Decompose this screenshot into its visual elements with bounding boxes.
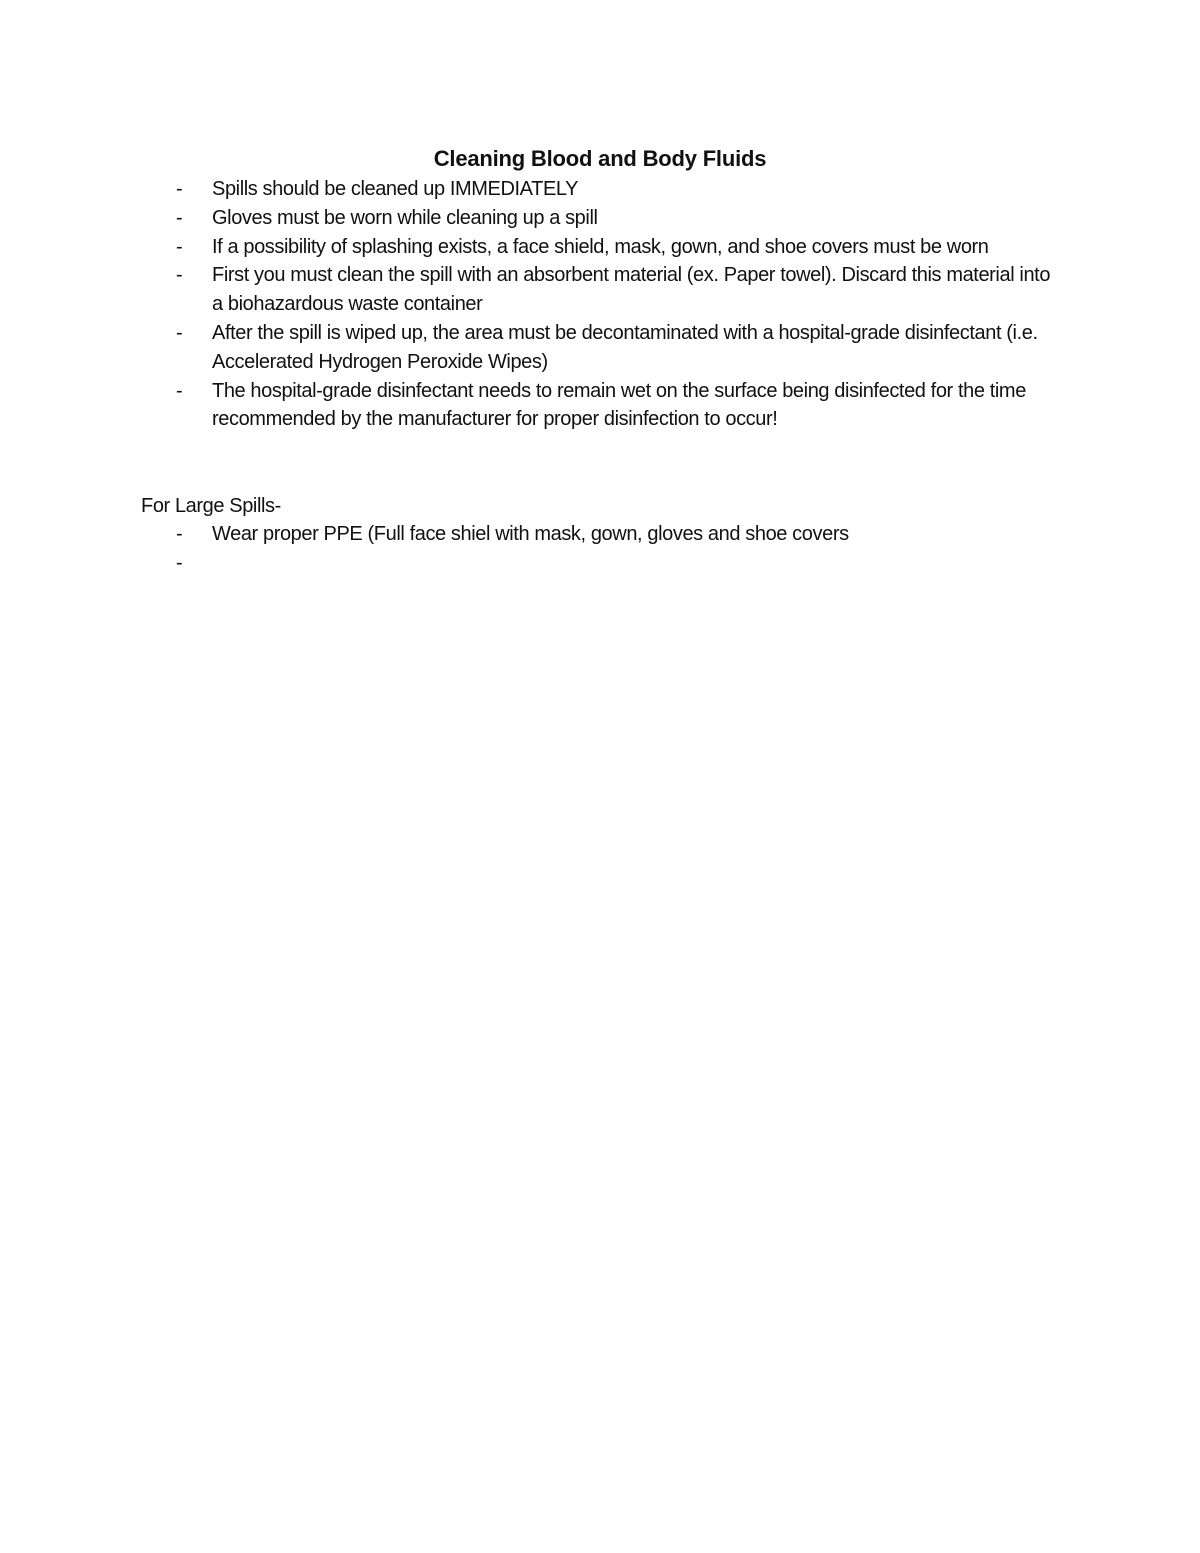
bullet-dash: -	[176, 523, 183, 545]
bullet-dash: -	[176, 206, 183, 229]
bullet-dash: -	[176, 321, 183, 344]
list-item	[0, 261, 1062, 319]
list-item-text: Gloves must be worn while cleaning up a spill	[212, 206, 598, 229]
main-bullet-list	[0, 175, 1200, 434]
list-item-text: The hospital-grade disinfectant needs to remain wet on the surface being disinfected for the time recommended by the manufacturer for proper disinfection to occur!	[212, 379, 1026, 431]
list-item-text: After the spill is wiped up, the area must be decontaminated with a hospital-grade disinfectant (i.e. Accelerated Hydrogen Peroxide Wipes)	[212, 321, 1038, 373]
bullet-dash: -	[176, 379, 183, 402]
list-item-text: Spills should be cleaned up IMMEDIATELY	[212, 178, 579, 200]
bullet-dash: -	[176, 178, 183, 200]
list-item	[0, 319, 1062, 377]
list-item	[0, 175, 1062, 204]
list-item	[0, 549, 1062, 578]
list-item-text: First you must clean the spill with an absorbent material (ex. Paper towel). Discard this material into a biohazardous waste container	[212, 264, 1051, 316]
document-title: Cleaning Blood and Body Fluids	[433, 146, 767, 171]
large-spills-bullet-list	[0, 520, 1200, 578]
list-item-text: Wear proper PPE (Full face shiel with mask, gown, gloves and shoe covers	[212, 523, 849, 545]
bullet-dash: -	[176, 264, 183, 287]
list-item	[0, 233, 1062, 262]
bullet-dash: -	[176, 551, 183, 574]
list-item-text: If a possibility of splashing exists, a face shield, mask, gown, and shoe covers must be worn	[212, 235, 989, 258]
list-item	[0, 377, 1062, 435]
large-spills-heading: For Large Spills-	[141, 495, 281, 517]
list-item	[0, 520, 1062, 549]
list-item	[0, 204, 1062, 233]
bullet-dash: -	[176, 235, 183, 258]
